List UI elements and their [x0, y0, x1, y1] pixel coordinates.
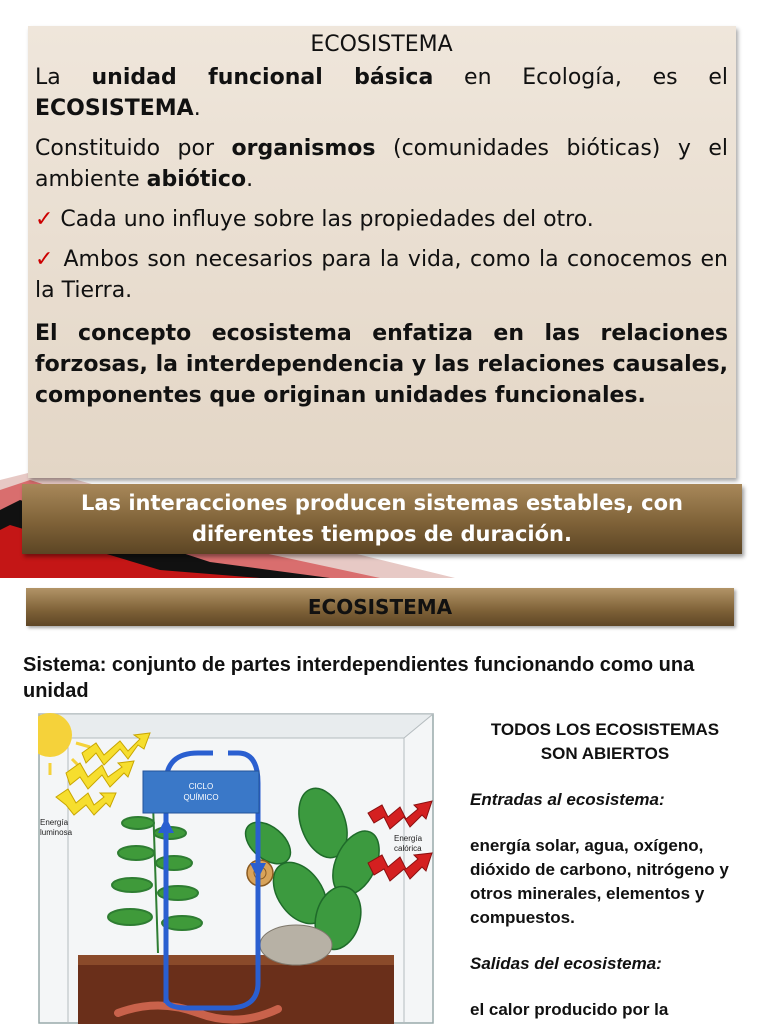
interactions-banner [22, 484, 742, 554]
open-heading-2: SON ABIERTOS [540, 744, 670, 763]
energy-in-label-2: luminosa [40, 828, 73, 837]
chemical-cycle-box [143, 771, 259, 813]
open-heading-1: TODOS LOS ECOSISTEMAS [490, 720, 720, 739]
rock [260, 925, 332, 965]
open-ecosystem-text [470, 718, 740, 1022]
paragraph-constituido: Constituido por organismos (comunidades bióticas) y el ambiente abiótico. [35, 136, 728, 192]
terrarium-illustration [38, 713, 434, 1024]
slide-2 [0, 578, 768, 1024]
outputs-text: el calor producido por la [470, 1000, 669, 1019]
inputs-label: Entradas al ecosistema: [470, 790, 665, 809]
banner-line-1: Las interacciones producen sistemas estables, con [81, 491, 683, 515]
concept-textbox [28, 26, 736, 478]
cycle-label-2: QUÍMICO [183, 793, 219, 802]
slide-2-title: ECOSISTEMA [26, 588, 734, 626]
inputs-text: energía solar, agua, oxígeno, dióxido de carbono, nitrógeno y otros minerales, elementos y compuestos. [470, 836, 729, 927]
cycle-label-1: CICLO [188, 782, 214, 791]
energy-out-label-1: Energía [394, 834, 423, 843]
energy-out-label-2: calórica [394, 844, 422, 853]
checkmark-icon: ✓ [35, 247, 55, 272]
bullet-influye: ✓ Cada uno influye sobre las propiedades del otro. [35, 207, 594, 232]
paragraph-unidad: La unidad funcional básica en Ecología, es el ECOSISTEMA. [35, 65, 728, 121]
energy-in-label-1: Energía [40, 818, 69, 827]
slide-title: ECOSISTEMA [310, 32, 453, 57]
banner-line-2: diferentes tiempos de duración. [192, 522, 572, 546]
system-definition: Sistema: conjunto de partes interdependientes funcionando como una unidad [23, 654, 695, 702]
bullet-necesarios: ✓ Ambos son necesarios para la vida, como la conocemos en la Tierra. [35, 247, 728, 303]
checkmark-icon: ✓ [35, 207, 54, 232]
outputs-label: Salidas del ecosistema: [470, 954, 662, 973]
concept-paragraph: El concepto ecosistema enfatiza en las relaciones forzosas, la interdependencia y las relaciones causales, componentes que originan unidades funcionales. [35, 321, 728, 408]
